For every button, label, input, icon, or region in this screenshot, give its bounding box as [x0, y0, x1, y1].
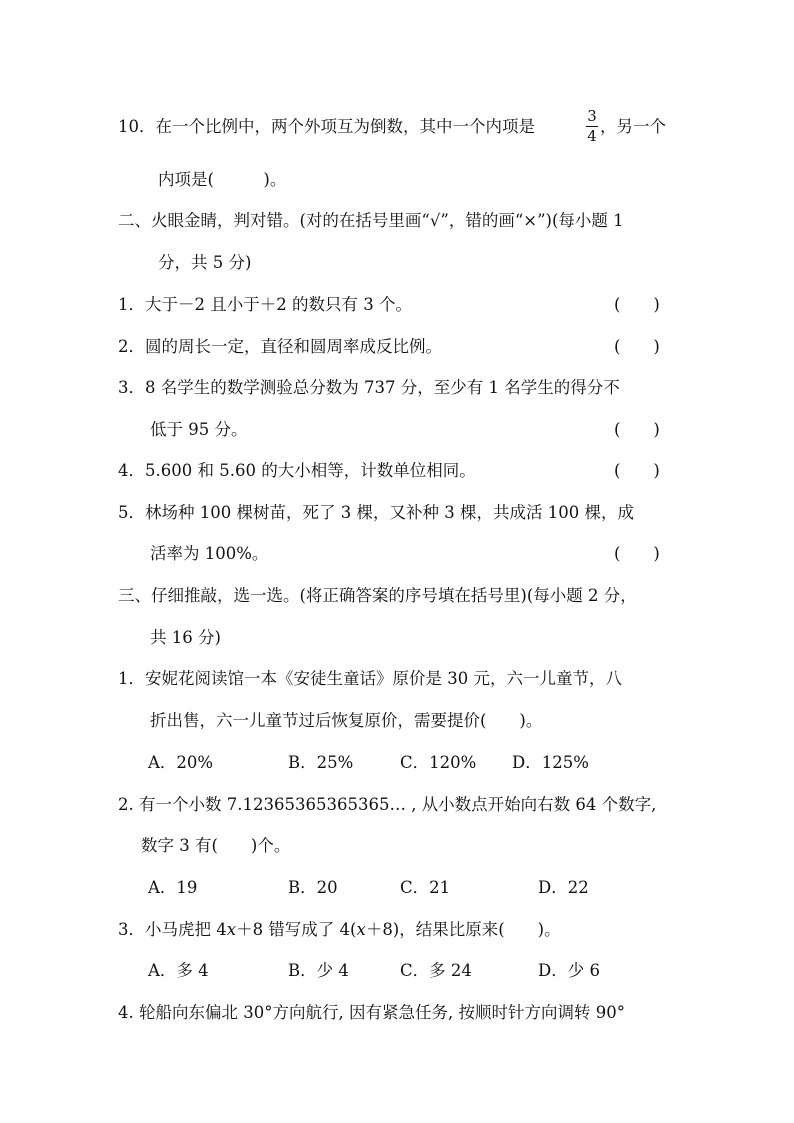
s2-item-3-cont: 低于 95 分。: [150, 420, 248, 439]
q10-line2: 内项是( )。: [158, 170, 287, 189]
s3-q3-option-a[interactable]: A．多 4: [148, 961, 209, 980]
s2-item-3: 3．8 名学生的数学测验总分数为 737 分，至少有 1 名学生的得分不: [118, 378, 620, 397]
s3-q1-option-d[interactable]: D．125%: [512, 753, 589, 772]
s2-item-4-answer-blank[interactable]: ( ): [614, 461, 660, 480]
s2-item-4: 4．5.600 和 5.60 的大小相等，计数单位相同。: [118, 461, 476, 480]
section2-heading-cont: 分，共 5 分): [158, 253, 252, 272]
s3-q3-option-d[interactable]: D．少 6: [538, 961, 600, 980]
s2-item-5-cont: 活率为 100%。: [150, 544, 269, 563]
s3-q3-option-b[interactable]: B．少 4: [288, 961, 349, 980]
s3-q4-line1: 4. 轮船向东偏北 30°方向航行, 因有紧急任务, 按顺时针方向调转 90°: [118, 1003, 625, 1022]
s3-q1-line2: 折出售，六一儿童节过后恢复原价，需要提价( )。: [150, 711, 543, 730]
section2-heading: 二、火眼金睛，判对错。(对的在括号里画“√”，错的画“×”)(每小题 1: [118, 211, 624, 230]
s3-q2-option-b[interactable]: B．20: [288, 878, 338, 897]
s3-q3-option-c[interactable]: C．多 24: [400, 961, 472, 980]
s3-q2-option-a[interactable]: A．19: [148, 878, 198, 897]
variable-x: x: [356, 920, 366, 939]
s3-q2-line1: 2. 有一个小数 7.12365365365365… , 从小数点开始向右数 64 个数字,: [118, 795, 657, 814]
s3-q1-option-b[interactable]: B．25%: [288, 753, 354, 772]
s3-q2-option-d[interactable]: D．22: [538, 878, 589, 897]
s3-q1-option-a[interactable]: A．20%: [148, 753, 214, 772]
s3-q3-line1: [118, 922, 561, 939]
q3-text-a: 3．小马虎把 4: [118, 920, 227, 939]
s2-item-5: 5．林场种 100 棵树苗，死了 3 棵，又补种 3 棵，共成活 100 棵，成: [118, 503, 634, 522]
q3-text-b: ＋8 错写成了 4(: [236, 920, 357, 939]
s3-q1-line1: 1．安妮花阅读馆一本《安徒生童话》原价是 30 元，六一儿童节，八: [118, 669, 622, 688]
fraction-numerator: 3: [587, 107, 597, 125]
s3-q2-option-c[interactable]: C．21: [400, 878, 451, 897]
s2-item-3-answer-blank[interactable]: ( ): [614, 420, 660, 439]
section3-heading: 三、仔细推敲，选一选。(将正确答案的序号填在括号里)(每小题 2 分，: [118, 586, 637, 605]
q3-text-c: ＋8)，结果比原来( )。: [365, 920, 561, 939]
s2-item-5-answer-blank[interactable]: ( ): [614, 544, 660, 563]
s2-item-1: 1．大于－2 且小于＋2 的数只有 3 个。: [118, 295, 412, 314]
q10-line1-end: ，另一个: [600, 117, 666, 136]
section3-heading-cont: 共 16 分): [150, 628, 221, 647]
q10-line1: [118, 119, 535, 136]
variable-x: x: [226, 920, 237, 939]
q10-text-a: 10．在一个比例中，两个外项互为倒数，其中一个内项是: [118, 117, 535, 136]
s3-q2-line2: 数字 3 有( )个。: [141, 836, 291, 855]
s3-q1-option-c[interactable]: C．120%: [400, 753, 477, 772]
s2-item-2-answer-blank[interactable]: ( ): [614, 337, 660, 356]
q10-fraction: [585, 109, 599, 144]
s2-item-2: 2．圆的周长一定，直径和圆周率成反比例。: [118, 337, 442, 356]
fraction-denominator: 4: [587, 127, 597, 145]
s2-item-1-answer-blank[interactable]: ( ): [614, 295, 660, 314]
